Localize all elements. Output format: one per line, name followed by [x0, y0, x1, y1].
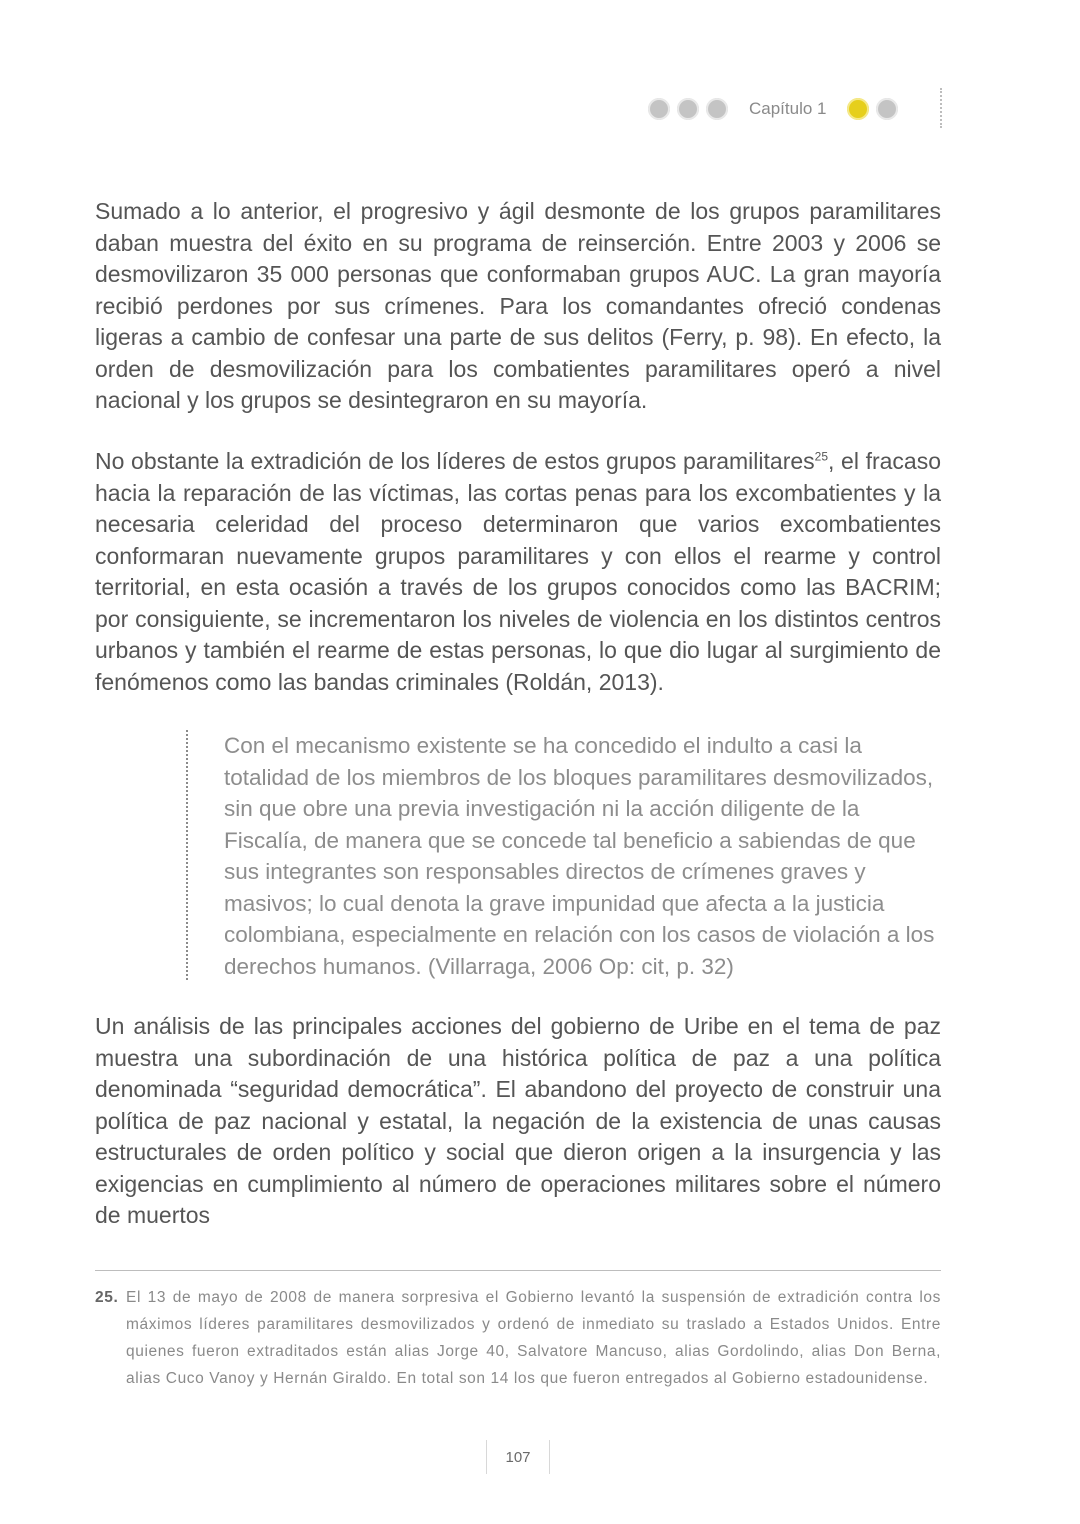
paragraph-2-part-2: , el fracaso hacia la reparación de las víctimas, las cortas penas para los excombatientes y la necesaria celeridad del proceso determinaron que varios excombatientes conformaran nuevamente grupos paramilitares y con ellos el rearme y control territorial, en esta ocasión a través de los grupos conocidos como las BACRIM; por consiguiente, se incrementaron los niveles de violencia en los distintos centros urbanos y también el rearme de estas personas, lo que dio lugar al surgimiento de fenómenos como las bandas criminales (Roldán, 2013). [95, 448, 941, 695]
chapter-dot-2 [677, 98, 699, 120]
footnote-text: El 13 de mayo de 2008 de manera sorpresiva el Gobierno levantó la suspensión de extradición contra los máximos líderes paramilitares desmovilizados y ordenó de inmediato su traslado a Estados Unidos. Entre quienes fueron extraditados están alias Jorge 40, Salvatore Mancuso, alias Gordolindo, alias Don Berna, alias Cuco Vanoy y Hernán Giraldo. En total son 14 los que fueron entregados al Gobierno estadounidense. [126, 1289, 941, 1387]
chapter-dot-1 [648, 98, 670, 120]
footnote-25 [95, 1284, 941, 1392]
paragraph-1: Sumado a lo anterior, el progresivo y ágil desmonte de los grupos paramilitares daban muestra del éxito en su programa de reinserción. Entre 2003 y 2006 se desmovilizaron 35 000 personas que conformaban grupos AUC. La gran mayoría recibió perdones por sus crímenes. Para los comandantes ofreció condenas ligeras a cambio de confesar una parte de sus delitos (Ferry, p. 98). En efecto, la orden de desmovilización para los combatientes paramilitares operó a nivel nacional y los grupos se desintegraron en su mayoría. [95, 198, 941, 413]
chapter-dot-3 [706, 98, 728, 120]
footnote-divider [95, 1270, 941, 1271]
paragraph-3: Un análisis de las principales acciones del gobierno de Uribe en el tema de paz muestra una subordinación de una histórica política de paz a una política denominada “seguridad democrática”. El abandono del proyecto de construir una política de paz nacional y estatal, la negación de la existencia de unas causas estructurales de orden político y social que dieron origen a la insurgencia y las exigencias en cumplimiento al número de operaciones militares sobre el número de muertos [95, 1013, 941, 1228]
footnote-number: 25. [95, 1289, 119, 1306]
paragraph-2-part-1: No obstante la extradición de los líderes de estos grupos paramilitares [95, 448, 815, 474]
paragraph-2 [95, 446, 941, 698]
chapter-label: Capítulo 1 [749, 99, 827, 118]
chapter-header [648, 92, 905, 126]
chapter-dot-5 [876, 98, 898, 120]
page-number-box [486, 1440, 550, 1474]
page-number: 107 [505, 1448, 531, 1466]
block-quote-text: Con el mecanismo existente se ha concedido el indulto a casi la totalidad de los miembros de los bloques paramilitares desmovilizados, sin que obre una previa investigación ni la acción diligente de la Fiscalía, de manera que se concede tal beneficio a sabiendas de que sus integrantes son responsables directos de crímenes graves y masivos; lo cual denota la grave impunidad que afecta a la justicia colombiana, especialmente en relación con los casos de violación a los derechos humanos. (Villarraga, 2006 Op: cit, p. 32) [224, 733, 935, 979]
chapter-dot-active [847, 98, 869, 120]
footnote-ref-25[interactable]: 25 [814, 449, 829, 464]
header-divider [940, 88, 942, 128]
block-quote [186, 730, 943, 980]
